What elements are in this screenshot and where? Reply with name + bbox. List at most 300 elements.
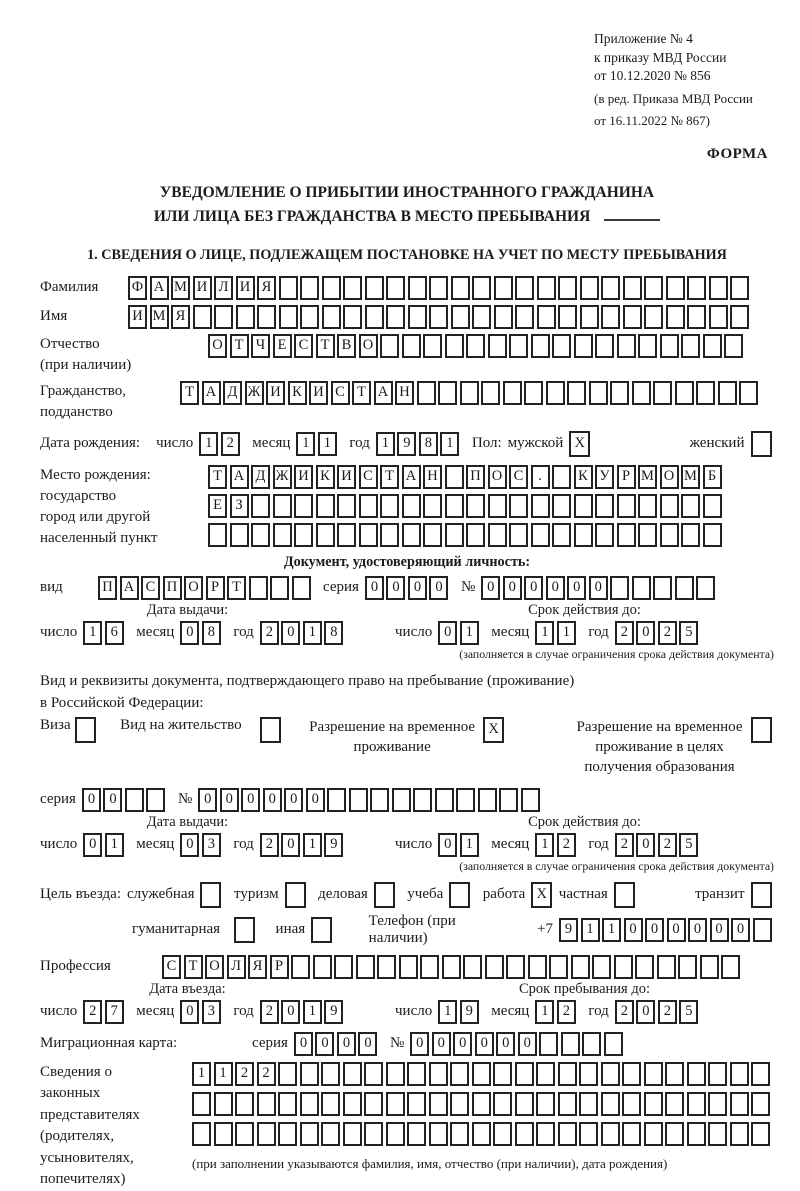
purpose-work-checkbox <box>531 882 555 908</box>
char-cell <box>485 955 504 979</box>
form-title-line2: ИЛИ ЛИЦА БЕЗ ГРАЖДАНСТВА В МЕСТО ПРЕБЫВАНИЯ <box>153 207 591 225</box>
char-cell: О <box>660 465 679 489</box>
char-cell <box>278 1062 297 1086</box>
char-cell: 1 <box>438 1000 457 1024</box>
char-cell <box>364 1092 383 1116</box>
char-cell: 0 <box>180 833 199 857</box>
char-cell <box>601 1062 620 1086</box>
char-cell <box>316 494 335 518</box>
char-cell <box>515 1092 534 1116</box>
char-cell <box>709 276 728 300</box>
char-cell: 0 <box>432 1032 451 1056</box>
month-label: месяц <box>136 1003 175 1020</box>
char-cell <box>257 1092 276 1116</box>
char-cell <box>660 523 679 547</box>
char-cell <box>708 1092 727 1116</box>
char-cell <box>536 1122 555 1146</box>
representatives-row3-boxes <box>192 1122 773 1146</box>
char-cell: 1 <box>296 432 315 456</box>
char-cell: Д <box>223 381 242 405</box>
char-cell <box>478 788 497 812</box>
char-cell <box>321 1092 340 1116</box>
char-cell: 0 <box>667 918 686 942</box>
char-cell: 0 <box>429 576 448 600</box>
char-cell <box>257 1122 276 1146</box>
sex-label: Пол: <box>471 435 502 452</box>
citizenship-label: Гражданство, подданство <box>40 382 127 420</box>
char-cell <box>515 1122 534 1146</box>
char-cell: Т <box>230 334 249 358</box>
entry-day-boxes <box>83 1000 126 1024</box>
char-cell: 7 <box>105 1000 124 1024</box>
char-cell <box>574 523 593 547</box>
char-cell <box>423 494 442 518</box>
char-cell: С <box>141 576 160 600</box>
char-cell: 0 <box>386 576 405 600</box>
char-cell <box>377 955 396 979</box>
char-cell <box>558 305 577 329</box>
char-cell <box>638 494 657 518</box>
form-title-line1: УВЕДОМЛЕНИЕ О ПРИБЫТИИ ИНОСТРАННОГО ГРАЖДАНИНА <box>159 183 655 201</box>
residence-series-boxes <box>82 788 168 812</box>
char-cell <box>300 276 319 300</box>
entry-month-boxes <box>180 1000 223 1024</box>
char-cell: 0 <box>453 1032 472 1056</box>
char-cell <box>558 1092 577 1116</box>
char-cell: 0 <box>636 1000 655 1024</box>
char-cell <box>666 276 685 300</box>
residence-expiry-column <box>395 814 774 874</box>
char-cell <box>678 955 697 979</box>
identity-expiry-date <box>395 621 774 645</box>
char-cell: Е <box>208 494 227 518</box>
char-cell <box>638 523 657 547</box>
char-cell <box>558 1062 577 1086</box>
identity-issue-heading: Дата выдачи: <box>146 601 229 618</box>
char-cell <box>506 955 525 979</box>
char-cell <box>423 334 442 358</box>
year-label: год <box>233 624 254 641</box>
char-cell: Т <box>180 381 199 405</box>
char-cell: 9 <box>559 918 578 942</box>
identity-expiry-note: (заполняется в случае ограничения срока действия документа) <box>459 646 774 661</box>
char-cell: 1 <box>376 432 395 456</box>
char-cell <box>386 1092 405 1116</box>
identity-number-boxes <box>481 576 718 600</box>
char-cell: 0 <box>241 788 260 812</box>
number-label: № <box>389 1035 405 1052</box>
char-cell <box>402 494 421 518</box>
char-cell <box>445 523 464 547</box>
char-cell: С <box>162 955 181 979</box>
char-cell <box>273 523 292 547</box>
char-cell <box>364 1122 383 1146</box>
char-cell: 6 <box>105 621 124 645</box>
char-cell <box>450 1092 469 1116</box>
patronymic-boxes <box>208 334 746 358</box>
identity-kind-label: вид <box>40 579 63 596</box>
identity-issue-day-boxes <box>83 621 126 645</box>
char-cell <box>494 276 513 300</box>
purpose-other-checkbox <box>311 917 335 943</box>
representatives-label: Сведения о законных представителях (родителях, усыновителях, попечителях) <box>40 1063 140 1188</box>
citizenship-row <box>40 381 774 423</box>
stay-year-boxes <box>615 1000 701 1024</box>
stay-day-boxes <box>438 1000 481 1024</box>
char-cell <box>558 276 577 300</box>
series-label: серия <box>40 791 76 808</box>
char-cell: 9 <box>397 432 416 456</box>
char-cell <box>399 955 418 979</box>
char-cell: С <box>509 465 528 489</box>
char-cell <box>451 276 470 300</box>
char-cell <box>420 955 439 979</box>
month-label: месяц <box>136 624 175 641</box>
char-cell <box>445 494 464 518</box>
char-cell <box>751 1062 770 1086</box>
char-cell: 2 <box>658 621 677 645</box>
option-temp-residence <box>309 717 506 758</box>
char-cell <box>644 305 663 329</box>
char-cell <box>200 882 221 908</box>
char-cell: Н <box>423 465 442 489</box>
option-temp-residence-education <box>577 717 774 778</box>
char-cell <box>509 494 528 518</box>
char-cell <box>313 955 332 979</box>
char-cell: 1 <box>214 1062 233 1086</box>
identity-issue-month-boxes <box>180 621 223 645</box>
migration-card-label: Миграционная карта: <box>40 1035 178 1052</box>
char-cell <box>665 1062 684 1086</box>
purpose-business-label: служебная <box>126 886 195 903</box>
identity-expiry-heading: Срок действия до: <box>528 601 641 618</box>
purpose-row-1 <box>40 882 774 908</box>
entry-date <box>40 1000 395 1024</box>
char-cell <box>380 523 399 547</box>
char-cell <box>386 1122 405 1146</box>
birthplace-row <box>40 465 774 552</box>
char-cell <box>407 1092 426 1116</box>
identity-series-boxes <box>365 576 451 600</box>
char-cell <box>456 788 475 812</box>
char-cell <box>359 523 378 547</box>
char-cell: 2 <box>260 833 279 857</box>
char-cell <box>466 334 485 358</box>
char-cell <box>499 788 518 812</box>
char-cell: 0 <box>281 621 300 645</box>
day-label: число <box>40 1003 78 1020</box>
char-cell: X <box>531 882 552 908</box>
identity-dates <box>40 602 774 662</box>
char-cell: 1 <box>303 1000 322 1024</box>
char-cell: 0 <box>337 1032 356 1056</box>
char-cell <box>278 1092 297 1116</box>
number-label: № <box>460 579 476 596</box>
identity-kind-boxes <box>98 576 313 600</box>
purpose-business-checkbox <box>200 882 224 908</box>
char-cell: 0 <box>567 576 586 600</box>
char-cell <box>617 334 636 358</box>
char-cell: М <box>171 276 190 300</box>
char-cell <box>445 465 464 489</box>
char-cell: Д <box>251 465 270 489</box>
birthdate-row <box>40 431 774 457</box>
char-cell <box>386 305 405 329</box>
char-cell: Т <box>227 576 246 600</box>
purpose-transit-checkbox <box>751 882 775 908</box>
visa-checkbox <box>75 717 99 743</box>
char-cell: 2 <box>260 621 279 645</box>
char-cell: X <box>569 431 590 457</box>
char-cell: Т <box>184 955 203 979</box>
char-cell: 0 <box>518 1032 537 1056</box>
char-cell: 1 <box>535 1000 554 1024</box>
year-label: год <box>588 624 609 641</box>
representatives-boxes <box>192 1062 773 1172</box>
char-cell <box>509 334 528 358</box>
purpose-study-checkbox <box>449 882 473 908</box>
day-label: число <box>395 836 433 853</box>
char-cell: Т <box>380 465 399 489</box>
char-cell <box>703 494 722 518</box>
day-label: число <box>40 836 78 853</box>
char-cell: О <box>205 955 224 979</box>
char-cell: 5 <box>679 621 698 645</box>
surname-boxes <box>128 276 752 300</box>
option-visa <box>40 717 98 743</box>
profession-row <box>40 955 774 979</box>
char-cell: М <box>681 465 700 489</box>
char-cell <box>524 381 543 405</box>
char-cell <box>445 334 464 358</box>
char-cell: 0 <box>410 1032 429 1056</box>
char-cell: 1 <box>535 833 554 857</box>
char-cell <box>493 1062 512 1086</box>
char-cell: 0 <box>503 576 522 600</box>
char-cell <box>429 305 448 329</box>
char-cell: Т <box>316 334 335 358</box>
char-cell <box>311 917 332 943</box>
representatives-note: (при заполнении указываются фамилия, имя, отчество (при наличии), дата рождения) <box>192 1155 668 1171</box>
char-cell <box>622 1122 641 1146</box>
residence-permit-label: Вид на жительство <box>120 716 242 733</box>
day-label: число <box>156 435 194 452</box>
char-cell: Я <box>171 305 190 329</box>
char-cell <box>601 1092 620 1116</box>
residence-dates <box>40 814 774 874</box>
identity-issue-column <box>40 602 395 662</box>
char-cell <box>579 1122 598 1146</box>
char-cell <box>574 494 593 518</box>
male-checkbox <box>569 431 593 457</box>
char-cell <box>546 381 565 405</box>
char-cell <box>192 1122 211 1146</box>
char-cell: 1 <box>83 621 102 645</box>
char-cell <box>515 1062 534 1086</box>
char-cell <box>515 305 534 329</box>
char-cell <box>450 1062 469 1086</box>
char-cell <box>549 955 568 979</box>
char-cell <box>466 523 485 547</box>
char-cell <box>236 305 255 329</box>
char-cell <box>708 1062 727 1086</box>
appendix-revision-line: от 16.11.2022 № 867) <box>594 112 711 128</box>
char-cell <box>638 334 657 358</box>
char-cell <box>374 882 395 908</box>
char-cell <box>718 381 737 405</box>
residence-expiry-heading: Срок действия до: <box>528 813 641 830</box>
char-cell <box>481 381 500 405</box>
char-cell <box>561 1032 580 1056</box>
female-checkbox <box>751 431 775 457</box>
char-cell: 0 <box>281 1000 300 1024</box>
day-label: число <box>395 624 433 641</box>
char-cell: М <box>638 465 657 489</box>
char-cell <box>270 576 289 600</box>
char-cell: М <box>150 305 169 329</box>
char-cell: 0 <box>438 621 457 645</box>
temp-residence-label: Разрешение на временное проживание <box>309 718 476 756</box>
char-cell <box>614 955 633 979</box>
purpose-tourism-label: туризм <box>233 886 279 903</box>
char-cell <box>407 1062 426 1086</box>
char-cell: X <box>483 717 504 743</box>
char-cell <box>380 494 399 518</box>
year-label: год <box>588 836 609 853</box>
char-cell <box>291 955 310 979</box>
char-cell <box>536 1062 555 1086</box>
char-cell <box>521 788 540 812</box>
birth-day-boxes <box>199 432 242 456</box>
char-cell <box>632 576 651 600</box>
char-cell <box>407 1122 426 1146</box>
char-cell: А <box>120 576 139 600</box>
stay-until-date <box>395 1000 774 1024</box>
identity-issue-date <box>40 621 395 645</box>
purpose-tourism-checkbox <box>285 882 309 908</box>
patronymic-row <box>40 334 774 376</box>
char-cell <box>234 917 255 943</box>
char-cell <box>751 1092 770 1116</box>
residence-expiry-year-boxes <box>615 833 701 857</box>
char-cell: 9 <box>324 1000 343 1024</box>
char-cell: О <box>488 465 507 489</box>
char-cell <box>451 305 470 329</box>
char-cell: 2 <box>615 833 634 857</box>
char-cell: 0 <box>636 621 655 645</box>
char-cell <box>364 1062 383 1086</box>
char-cell <box>343 305 362 329</box>
identity-expiry-column <box>395 602 774 662</box>
char-cell <box>552 494 571 518</box>
entry-date-column <box>40 981 395 1024</box>
birth-month-boxes <box>296 432 339 456</box>
char-cell: 0 <box>408 576 427 600</box>
appendix-line: Приложение № 4 <box>594 31 693 46</box>
birth-year-boxes <box>376 432 462 456</box>
series-label: серия <box>252 1035 288 1052</box>
char-cell: И <box>128 305 147 329</box>
series-label: серия <box>323 579 359 596</box>
surname-label: Фамилия <box>40 279 99 296</box>
char-cell: И <box>337 465 356 489</box>
char-cell: О <box>208 334 227 358</box>
char-cell <box>660 494 679 518</box>
month-label: месяц <box>491 836 530 853</box>
phone-label: Телефон (при наличии) <box>368 912 456 946</box>
char-cell <box>703 334 722 358</box>
char-cell <box>493 1122 512 1146</box>
char-cell <box>208 523 227 547</box>
char-cell: 1 <box>557 621 576 645</box>
char-cell <box>386 276 405 300</box>
char-cell: К <box>574 465 593 489</box>
char-cell <box>574 334 593 358</box>
char-cell <box>552 334 571 358</box>
year-label: год <box>233 836 254 853</box>
char-cell <box>580 305 599 329</box>
char-cell: 1 <box>460 833 479 857</box>
char-cell <box>687 276 706 300</box>
residence-issue-heading: Дата выдачи: <box>146 813 229 830</box>
char-cell <box>472 1092 491 1116</box>
purpose-humanitarian-checkbox <box>234 917 258 943</box>
purpose-transit-label: транзит <box>695 886 745 903</box>
char-cell <box>730 1092 749 1116</box>
char-cell <box>300 1062 319 1086</box>
char-cell <box>450 1122 469 1146</box>
residence-options-row <box>40 717 774 778</box>
month-label: месяц <box>491 1003 530 1020</box>
char-cell <box>657 955 676 979</box>
char-cell: . <box>531 465 550 489</box>
char-cell <box>429 276 448 300</box>
entry-date-heading: Дата въезда: <box>149 980 226 997</box>
char-cell <box>644 1122 663 1146</box>
char-cell <box>675 381 694 405</box>
char-cell <box>595 334 614 358</box>
residence-expiry-date <box>395 833 774 857</box>
char-cell <box>386 1062 405 1086</box>
char-cell <box>687 305 706 329</box>
char-cell: 1 <box>192 1062 211 1086</box>
char-cell <box>665 1122 684 1146</box>
residence-issue-year-boxes <box>260 833 346 857</box>
char-cell: 5 <box>679 1000 698 1024</box>
char-cell: О <box>359 334 378 358</box>
purpose-work-label: работа <box>482 886 526 903</box>
char-cell: Л <box>214 276 233 300</box>
char-cell: А <box>202 381 221 405</box>
char-cell: Р <box>617 465 636 489</box>
char-cell <box>370 788 389 812</box>
char-cell: В <box>337 334 356 358</box>
char-cell: 0 <box>358 1032 377 1056</box>
char-cell: К <box>316 465 335 489</box>
char-cell <box>537 276 556 300</box>
char-cell <box>515 276 534 300</box>
firstname-label: Имя <box>40 308 68 325</box>
char-cell <box>472 276 491 300</box>
char-cell: 0 <box>475 1032 494 1056</box>
char-cell <box>580 276 599 300</box>
char-cell <box>582 1032 601 1056</box>
char-cell <box>300 1092 319 1116</box>
purpose-private-checkbox <box>614 882 638 908</box>
firstname-row <box>40 305 774 329</box>
char-cell <box>472 1062 491 1086</box>
char-cell <box>751 1122 770 1146</box>
